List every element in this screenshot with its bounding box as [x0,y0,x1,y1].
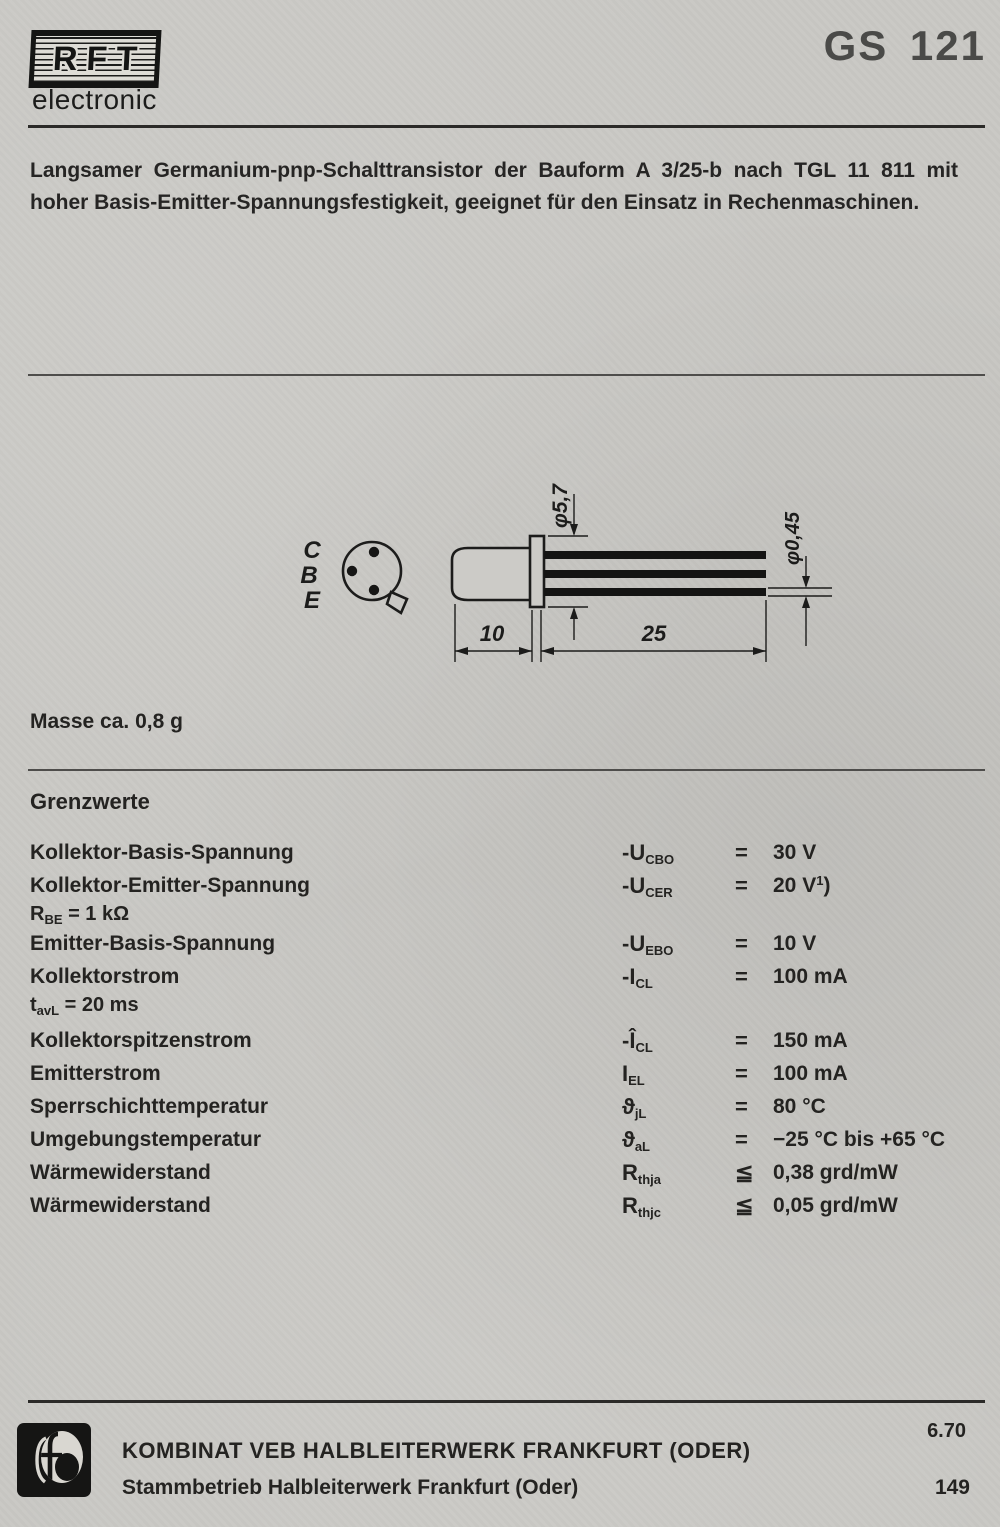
transistor-body [452,548,531,600]
package-outline-drawing [280,438,850,688]
row-relation: ≦ [735,1160,754,1185]
row-relation: ≦ [735,1193,754,1218]
row-label: Umgebungstemperatur [30,1128,262,1151]
flange [530,536,544,607]
dim-lengths [455,600,766,662]
row-label: Emitterstrom [30,1062,161,1085]
row-footnote-marker: 1 [816,873,824,888]
footer-company-line1: KOMBINAT VEB HALBLEITERWERK FRANKFURT (ODER) [122,1438,751,1463]
description-paragraph: Langsamer Germanium-pnp-Schalttransistor der Bauform A 3/25-b nach TGL 11 811 mit hoher Basis-Emitter-Spannungsfestigkeit, geeignet für den Einsatz in Rechenmaschinen. [30,159,958,214]
row-value: 100 mA [773,1062,848,1085]
row-label: Kollektorspitzenstrom [30,1029,252,1052]
row-symbol: -Î [622,1028,636,1053]
pinout-bottom-view [300,537,407,614]
hfo-logo [16,1422,92,1498]
table-row [30,1092,970,1125]
row-value: 0,38 grd/mW [773,1161,898,1184]
row-relation: = [735,964,748,989]
row-value: 80 °C [773,1095,826,1118]
row-symbol-sub: thja [637,1172,662,1187]
pin-label-c: C [303,537,321,564]
limits-heading: Grenzwerte [30,789,150,814]
divider-before-limits [28,769,985,771]
row-relation: = [735,1028,748,1053]
row-label: Wärmewiderstand [30,1161,211,1184]
row-value: 30 V [773,841,817,864]
table-row [30,1059,970,1092]
row-symbol-sub: EBO [645,943,674,958]
divider-footer [28,1400,985,1403]
row-label: Kollektor-Basis-Spannung [30,841,294,864]
row-condition: $t_{avL} = 20$ ms [30,994,139,1018]
row-label: Emitter-Basis-Spannung [30,932,276,955]
dim-label-lead-length: 25 [641,621,667,646]
row-value: 20 V [773,874,817,897]
lead-collector [544,551,766,559]
rft-logo-letters: RFT [51,39,148,78]
footer-company-line2: Stammbetrieb Halbleiterwerk Frankfurt (Oder) [122,1476,579,1499]
row-condition: $R_{BE} = 1$ kΩ [30,903,130,927]
row-value: 10 V [773,932,817,955]
row-label: Kollektorstrom [30,965,180,988]
row-symbol: R [622,1193,638,1218]
row-symbol: ϑ [622,1127,635,1152]
row-value: 0,05 grd/mW [773,1194,898,1217]
row-symbol-sub: jL [634,1106,647,1121]
row-symbol: -U [622,931,646,956]
case-tab-notch [387,592,407,613]
table-row [30,1191,970,1224]
footer-date-code: 6.70 [927,1420,966,1442]
table-row [30,871,970,929]
pin-dot-base [347,566,357,576]
table-row [30,1026,970,1059]
row-symbol-sub: CBO [645,852,675,867]
rft-logo [28,30,161,88]
part-number: GS 121 [823,22,986,69]
rft-logo-stripes [34,36,156,82]
dim-label-body-length: 10 [479,621,505,646]
row-symbol-sub: thjc [637,1205,662,1220]
row-symbol: -U [622,873,646,898]
row-relation: = [735,840,748,865]
row-relation: = [735,1094,748,1119]
pin-dot-emitter [369,585,379,595]
dim-body-diameter [548,483,588,640]
divider-after-description [28,374,985,376]
table-row [30,838,970,871]
footer-page-number: 149 [934,1476,970,1499]
row-symbol: I [622,1061,629,1086]
table-row [30,929,970,962]
table-row [30,1125,970,1158]
pin-label-b: B [300,562,318,589]
row-value-post: ) [823,874,831,897]
row-symbol-sub: CER [645,885,673,900]
table-row [30,962,970,1020]
divider-top [28,125,985,128]
row-relation: = [735,1127,748,1152]
dim-label-body-diameter: φ5,7 [549,484,572,528]
lead-base [544,570,766,578]
row-symbol-sub: CL [635,1040,653,1055]
mass-note: Masse ca. 0,8 g [30,710,183,733]
row-label: Sperrschichttemperatur [30,1095,269,1118]
side-view [452,536,766,607]
row-symbol: -I [622,964,636,989]
row-value: 100 mA [773,965,848,988]
pin-label-e: E [303,587,321,614]
row-value: 150 mA [773,1029,848,1052]
row-symbol: R [622,1160,638,1185]
brand-subtitle: electronic [32,84,157,115]
row-symbol-sub: EL [628,1073,645,1088]
row-relation: = [735,1061,748,1086]
row-symbol-sub: aL [634,1139,650,1154]
row-value: −25 °C bis +65 °C [773,1128,946,1151]
row-symbol: -U [622,840,646,865]
dim-label-lead-diameter: φ0,45 [782,512,804,565]
row-symbol-sub: CL [635,976,653,991]
row-relation: = [735,931,748,956]
limits-table [30,838,970,1224]
row-relation: = [735,873,748,898]
hfo-logo-dot [55,1453,79,1481]
row-symbol: ϑ [622,1094,635,1119]
pin-dot-collector [369,547,379,557]
row-label: Wärmewiderstand [30,1194,211,1217]
lead-emitter [544,588,766,596]
dim-lead-diameter [768,511,832,646]
row-label: Kollektor-Emitter-Spannung [30,874,311,897]
table-row [30,1158,970,1191]
